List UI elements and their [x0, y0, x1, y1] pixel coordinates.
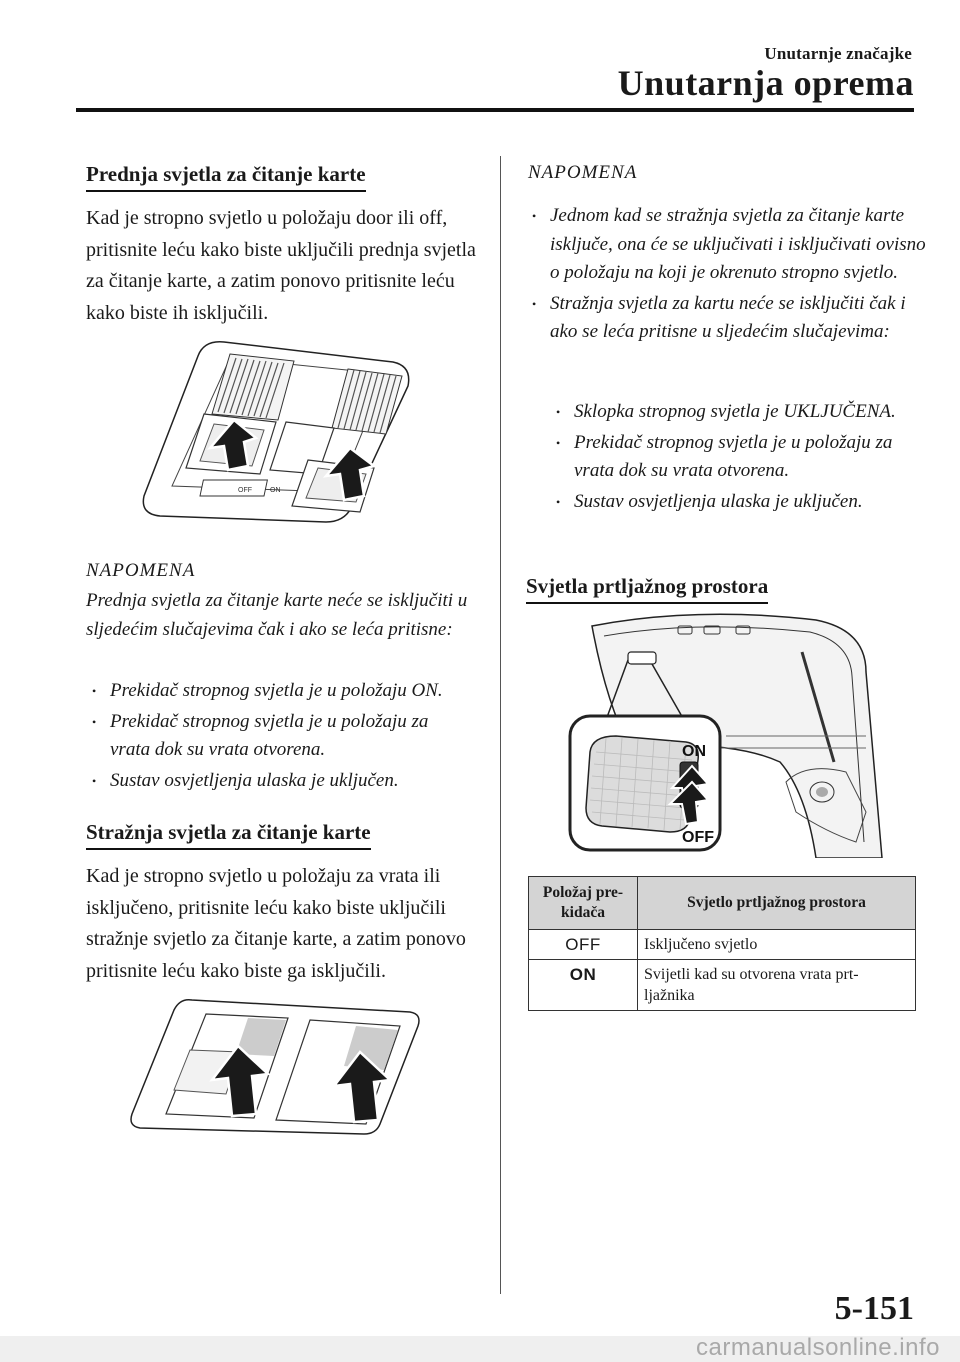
front-note-bullet: • Prekidač stropnog svjetla je u položaju ON. [88, 677, 464, 706]
rear-note-bullet: • Jednom kad se stražnja svjetla za čitanje karte isključe, ona će se uključivati i isključivati ovisno o položaju na koji je okrenuto stropno svjetlo. [528, 202, 928, 288]
cargo-light-table [528, 876, 916, 1011]
page-number: 5-151 [834, 1290, 914, 1327]
rear-lights-body: Kad je stropno svjetlo u položaju za vrata ili isključeno, pritisnite leću kako biste uključili stražnje svjetlo za čitanje karte, a zatim ponovo pritisnite leću kako biste ga isključili. [86, 865, 466, 982]
table-row [529, 960, 916, 1011]
watermark: carmanualsonline.info [696, 1334, 940, 1361]
rear-note-sub-bullets [552, 398, 922, 518]
front-note-text: Prednja svjetla za čitanje karte neće se isključiti u sljedećim slučajevima čak i ako se leća pritisne: [86, 590, 468, 640]
switch-on-label: ON [270, 487, 281, 494]
front-map-lights-illustration [138, 336, 414, 536]
table-header-lamp: Svjetlo prtljažnog prostora [638, 877, 916, 930]
front-note-bullet: • Sustav osvjetljenja ulaska je uključen. [88, 767, 464, 796]
table-cell-description: Svijetli kad su otvorena vrata prt-ljažnika [638, 960, 916, 1011]
front-lights-heading-wrap [86, 162, 366, 192]
front-note-title: NAPOMENA [86, 560, 196, 581]
table-row [529, 930, 916, 960]
rear-note-bullet: • Stražnja svjetla za kartu neće se isključiti čak i ako se leća pritisne u sljedećim slučajevima: [528, 290, 928, 347]
rear-note-sub-bullet: • Sustav osvjetljenja ulaska je uključen. [552, 488, 922, 517]
table-cell-switch: ON [529, 960, 638, 1011]
table-cell-switch: OFF [529, 930, 638, 960]
front-note-bullets [88, 677, 464, 797]
cargo-light-heading-wrap [526, 574, 768, 604]
cargo-off-label: OFF [682, 829, 714, 846]
front-lights-body: Kad je stropno svjetlo u položaju door ili off, pritisnite leću kako biste uključili prednja svjetla za čitanje karte, a zatim ponovo pritisnite leću kako biste ih isključili. [86, 207, 476, 324]
column-divider [500, 156, 501, 1294]
rear-lights-heading-wrap [86, 820, 371, 850]
front-note-bullet: • Prekidač stropnog svjetla je u položaju za vrata dok su vrata otvorena. [88, 708, 464, 765]
section-title: Unutarnja oprema [617, 63, 914, 103]
header-rule [76, 108, 914, 112]
cargo-light-heading: Svjetla prtljažnog prostora [526, 574, 768, 604]
rear-note-sub-bullet: • Sklopka stropnog svjetla je UKLJUČENA. [552, 398, 922, 427]
rear-map-lights-illustration [128, 996, 424, 1138]
rear-note-title: NAPOMENA [528, 162, 638, 183]
cargo-light-illustration [566, 612, 884, 858]
chapter-title: Unutarnje značajke [764, 44, 912, 63]
table-cell-description: Isključeno svjetlo [638, 930, 916, 960]
front-lights-heading: Prednja svjetla za čitanje karte [86, 162, 366, 192]
rear-note-sub-bullet: • Prekidač stropnog svjetla je u položaju za vrata dok su vrata otvorena. [552, 429, 922, 486]
cargo-on-label: ON [682, 743, 706, 760]
rear-lights-heading: Stražnja svjetla za čitanje karte [86, 820, 371, 850]
table-header-switch: Položaj pre-kidača [529, 877, 638, 930]
switch-off-label: OFF [238, 487, 252, 494]
rear-note-bullets [528, 202, 928, 349]
